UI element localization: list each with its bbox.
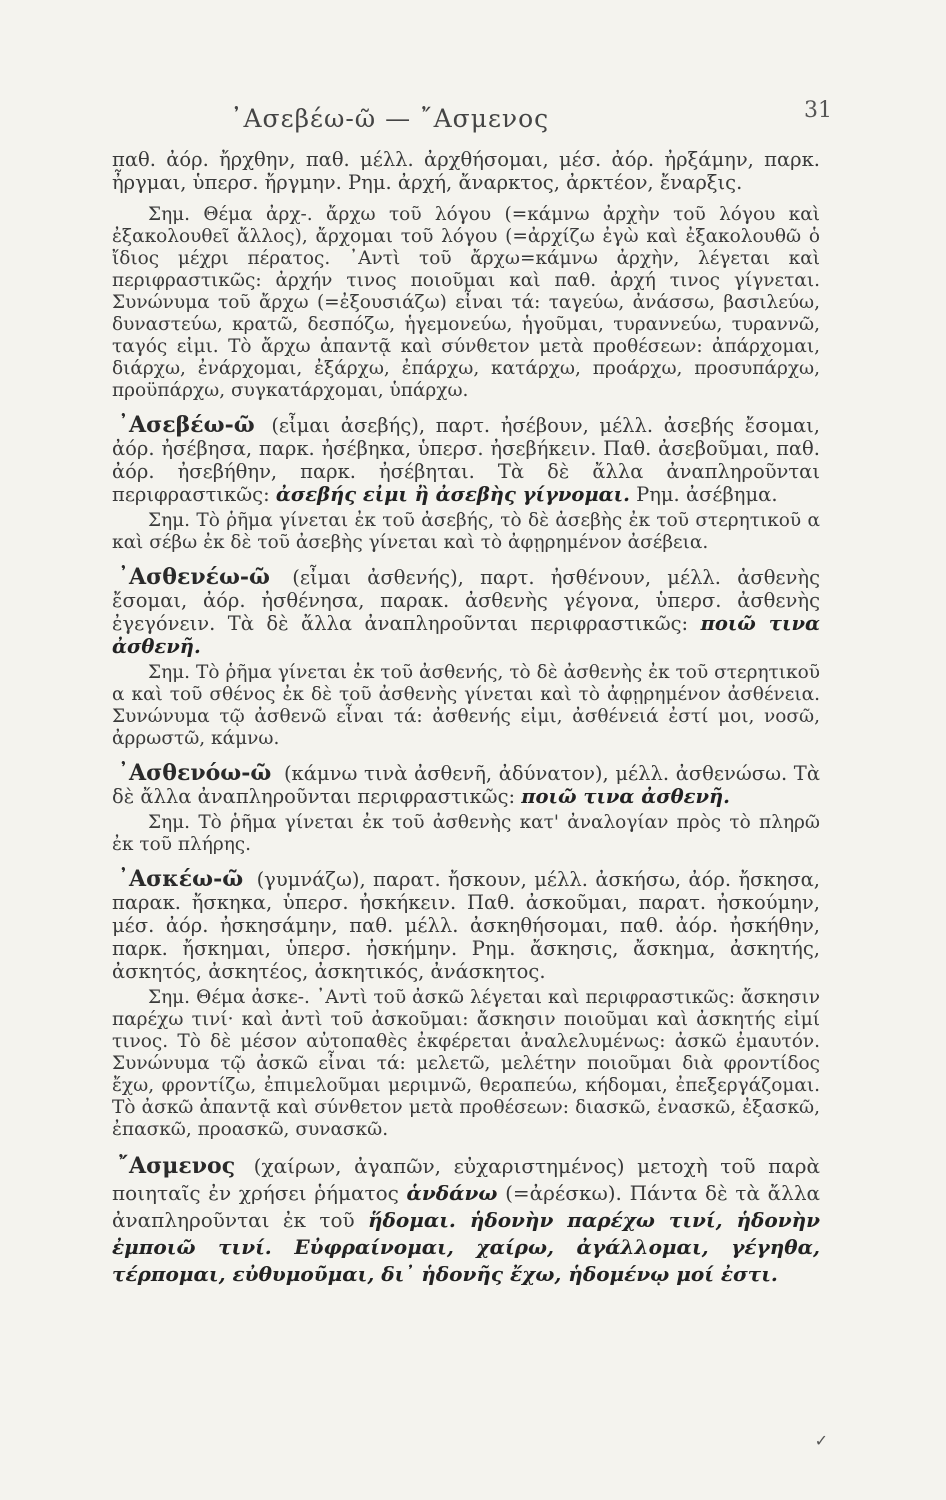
entry-astheneo-text: (εἶμαι ἀσθενής), παρτ. ἠσθένουν, μέλλ. ἀσθενὴς ἔσομαι, ἀόρ. ἠσθένησα, παρακ. ἀσθενὴς γέγονα, ὑπερσ. ἀσθενὴς ἐγεγόνειν. Τὰ δὲ ἄλλα ἀναπληροῦνται περιφραστικῶς: [112, 566, 820, 635]
page-body [112, 148, 820, 1292]
entry-asmenos [112, 1153, 820, 1288]
page-number: 31 [804, 98, 832, 123]
lemma-astheneo: ᾿Ασθενέω-ῶ [118, 564, 271, 590]
lemma-asthenoo: ᾿Ασθενόω-ῶ [118, 760, 272, 786]
continuation-paragraph: παθ. ἀόρ. ἤρχθην, παθ. μέλλ. ἀρχθήσομαι, μέσ. ἀόρ. ἠρξάμην, παρκ. ἦργμαι, ὑπερσ. ἤργμην. Ρημ. ἀρχή, ἄναρκτος, ἀρκτέον, ἔναρξις. [112, 148, 820, 194]
entry-asmenos-text: (χαίρων, ἀγαπῶν, εὐχαριστημένος) μετοχὴ τοῦ παρὰ ποιηταῖς ἐν χρήσει ῥήματος [112, 1154, 820, 1205]
page-header [112, 98, 832, 138]
entry-astheneo-phrase: ποιῶ τινα ἀσθενῆ. [112, 612, 820, 658]
asebeo-note: Σημ. Τὸ ῥῆμα γίνεται ἐκ τοῦ ἀσεβής, τὸ δὲ ἀσεβὴς ἐκ τοῦ στερητικοῦ α καὶ σέβω ἐκ δὲ τοῦ ἀσεβὴς γίνεται καὶ τὸ ἀφῃρημένον ἀσέβεια. [112, 510, 820, 553]
entry-asthenoo [112, 762, 820, 808]
lemma-asebeo: ᾿Ασεβέω-ῶ [118, 412, 255, 438]
entry-askeo-text: (γυμνάζω), παρατ. ἤσκουν, μέλλ. ἀσκήσω, ἀόρ. ἤσκησα, παρακ. ἤσκηκα, ὑπερσ. ἠσκήκειν. Παθ. ἀσκοῦμαι, παρατ. ἠσκούμην, μέσ. ἀόρ. ἠσκησάμην, παθ. μέλλ. ἀσκηθήσομαι, παθ. ἀόρ. ἠσκήθην, παρκ. ἤσκημαι, ὑπερσ. ἠσκήμην. Ρημ. ἄσκησις, ἄσκημα, ἀσκητής, ἀσκητός, ἀσκητέος, ἀσκητικός, ἀνάσκητος. [112, 868, 820, 983]
entry-asmenos-phrase: ἥδομαι. ἡδονὴν παρέχω τινί, ἡδονὴν ἐμποιῶ τινί. Εὐφραίνομαι, χαίρω, ἀγάλλομαι, γέγηθα, τέρπομαι, εὐθυμοῦμαι, δι᾿ ἡδονῆς ἔχω, ἡδομένῳ μοί ἐστι. [112, 1208, 820, 1286]
astheneo-note: Σημ. Τὸ ῥῆμα γίνεται ἐκ τοῦ ἀσθενής, τὸ δὲ ἀσθενὴς ἐκ τοῦ στερητικοῦ α καὶ τοῦ σθένος ἐκ δὲ τοῦ ἀσθενὴς γίνεται καὶ τὸ ἀφῃρημένον ἀσθένεια. Συνώνυμα τῷ ἀσθενῶ εἶναι τά: ἀσθενής εἰμι, ἀσθένειά ἐστί μοι, νοσῶ, ἀρρωστῶ, κάμνω. [112, 662, 820, 749]
entry-asmenos-verb: ἁνδάνω [406, 1181, 498, 1205]
asthenoo-note: Σημ. Τὸ ῥῆμα γίνεται ἐκ τοῦ ἀσθενὴς κατ' ἀναλογίαν πρὸς τὸ πληρῶ ἐκ τοῦ πλήρης. [112, 812, 820, 855]
entry-asebeo-tail: Ρημ. ἀσέβημα. [636, 483, 778, 506]
check-mark-icon: ✓ [814, 1431, 828, 1450]
entry-astheneo [112, 566, 820, 658]
askeo-note: Σημ. Θέμα ἀσκε-. ᾿Αντὶ τοῦ ἀσκῶ λέγεται καὶ περιφραστικῶς: ἄσκησιν παρέχω τινί· καὶ ἀντὶ τοῦ ἀσκοῦμαι: ἄσκησιν ποιοῦμαι καὶ ἀσκητής εἰμί τινος. Τὸ δὲ μέσον αὐτοπαθὲς ἐκφέρεται ἀναλελυμένως: ἀσκῶ ἐμαυτόν. Συνώνυμα τῷ ἀσκῶ εἶναι τά: μελετῶ, μελέτην ποιοῦμαι διὰ φροντίδος ἔχω, φροντίζω, ἐπιμελοῦμαι μεριμνῶ, θεραπεύω, κήδομαι, ἐπεξεργάζομαι. Τὸ ἀσκῶ ἀπαντᾷ καὶ σύνθετον μετὰ προθέσεων: διασκῶ, ἐνασκῶ, ἐξασκῶ, ἐπασκῶ, προασκῶ, συνασκῶ. [112, 987, 820, 1140]
lemma-asmenos: ῎Ασμενος [118, 1153, 236, 1179]
arkho-note: Σημ. Θέμα ἀρχ-. ἄρχω τοῦ λόγου (=κάμνω ἀρχὴν τοῦ λόγου καὶ ἐξακολουθεῖ ἄλλος), ἄρχομαι τοῦ λόγου (=ἀρχίζω ἐγὼ καὶ ἐξακολουθῶ ὁ ἴδιος μέχρι πέρατος. ᾿Αντὶ τοῦ ἄρχω=κάμνω ἀρχὴν, λέγεται καὶ περιφραστικῶς: ἀρχήν τινος ποιοῦμαι καὶ παθ. ἀρχή τινος γίγνεται. Συνώνυμα τοῦ ἄρχω (=ἐξουσιάζω) εἶναι τά: ταγεύω, ἀνάσσω, βασιλεύω, δυναστεύω, κρατῶ, δεσπόζω, ἡγεμονεύω, ἡγοῦμαι, τυραννεύω, τυραννῶ, ταγός εἰμι. Τὸ ἄρχω ἀπαντᾷ καὶ σύνθετον μετὰ προθέσεων: ἀπάρχομαι, διάρχω, ἐνάρχομαι, ἐξάρχω, ἐπάρχω, κατάρχω, προάρχω, προσυπάρχω, προϋπάρχω, συγκατάρχομαι, ὑπάρχω. [112, 204, 820, 401]
running-title: ᾿Ασεβέω-ῶ — ῎Ασμενος [230, 104, 550, 133]
entry-asebeo-text: (εἶμαι ἀσεβής), παρτ. ἠσέβουν, μέλλ. ἀσεβής ἔσομαι, ἀόρ. ἠσέβησα, παρκ. ἠσέβηκα, ὑπερσ. ἠσεβήκειν. Παθ. ἀσεβοῦμαι, παθ. ἀόρ. ἠσεβήθην, παρκ. ἠσέβηται. Τὰ δὲ ἄλλα ἀναπληροῦνται περιφραστικῶς: [112, 414, 821, 506]
entry-asebeo [112, 414, 820, 506]
entry-asmenos-text2: (=ἀρέσκω). Πάντα δὲ τὰ ἄλλα ἀναπληροῦνται ἐκ τοῦ [112, 1181, 821, 1232]
entry-askeo [112, 868, 820, 983]
entry-asebeo-phrase: ἀσεβής εἰμι ἢ ἀσεβὴς γίγνομαι. [275, 483, 630, 506]
entry-asthenoo-phrase: ποιῶ τινα ἀσθενῆ. [521, 785, 730, 808]
entry-asthenoo-text: (κάμνω τινὰ ἀσθενῆ, ἀδύνατον), μέλλ. ἀσθενώσω. Τὰ δὲ ἄλλα ἀναπληροῦνται περιφραστικῶς: [112, 762, 820, 808]
lemma-askeo: ᾿Ασκέω-ῶ [118, 866, 244, 892]
